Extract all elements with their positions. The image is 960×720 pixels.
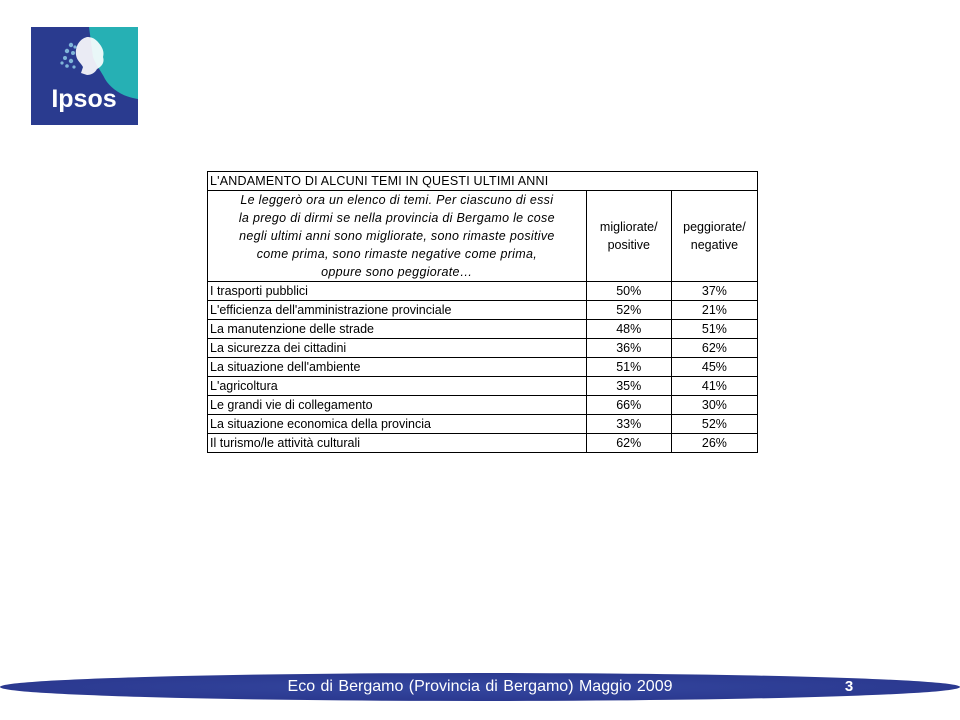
question-line: Le leggerò ora un elenco di temi. Per ciascuno di essi <box>240 193 554 207</box>
row-label: La sicurezza dei cittadini <box>208 339 587 358</box>
table-row <box>208 415 758 434</box>
column-header-line: negative <box>690 238 739 252</box>
table-row <box>208 320 758 339</box>
column-header-worsened <box>671 191 757 282</box>
row-label: La situazione dell'ambiente <box>208 358 587 377</box>
row-label: I trasporti pubblici <box>208 282 587 301</box>
row-label: L'efficienza dell'amministrazione provinciale <box>208 301 587 320</box>
column-header-line: migliorate/ <box>599 220 658 234</box>
column-header-line: peggiorate/ <box>683 220 746 234</box>
worsened-value: 21% <box>671 301 757 320</box>
question-line: oppure sono peggiorate… <box>321 265 473 279</box>
worsened-value: 51% <box>671 320 757 339</box>
ipsos-logo <box>31 27 138 125</box>
page-number: 3 <box>844 678 854 695</box>
improved-value: 62% <box>586 434 671 453</box>
footer-caption: Eco di Bergamo (Provincia di Bergamo) Maggio 2009 <box>287 678 673 695</box>
worsened-value: 26% <box>671 434 757 453</box>
table-row <box>208 339 758 358</box>
worsened-value: 37% <box>671 282 757 301</box>
worsened-value: 30% <box>671 396 757 415</box>
improved-value: 51% <box>586 358 671 377</box>
table-row <box>208 396 758 415</box>
table-title: L'ANDAMENTO DI ALCUNI TEMI IN QUESTI ULTIMI ANNI <box>208 172 758 191</box>
row-label: La manutenzione delle strade <box>208 320 587 339</box>
table-row <box>208 301 758 320</box>
table-header-row <box>208 191 758 282</box>
worsened-value: 62% <box>671 339 757 358</box>
column-header-improved <box>586 191 671 282</box>
question-line: negli ultimi anni sono migliorate, sono rimaste positive <box>239 229 555 243</box>
table-row <box>208 282 758 301</box>
question-line: la prego di dirmi se nella provincia di Bergamo le cose <box>238 211 555 225</box>
column-header-line: positive <box>607 238 650 252</box>
improved-value: 66% <box>586 396 671 415</box>
improved-value: 52% <box>586 301 671 320</box>
row-label: Il turismo/le attività culturali <box>208 434 587 453</box>
table-row <box>208 434 758 453</box>
worsened-value: 45% <box>671 358 757 377</box>
logo-text: Ipsos <box>51 85 117 113</box>
row-label: La situazione economica della provincia <box>208 415 587 434</box>
ipsos-logo-graphic <box>31 27 138 125</box>
improved-value: 48% <box>586 320 671 339</box>
survey-table <box>207 171 758 453</box>
improved-value: 36% <box>586 339 671 358</box>
improved-value: 33% <box>586 415 671 434</box>
table-row <box>208 358 758 377</box>
worsened-value: 41% <box>671 377 757 396</box>
row-label: L'agricoltura <box>208 377 587 396</box>
question-text <box>208 191 587 282</box>
question-line: come prima, sono rimaste negative come prima, <box>256 247 537 261</box>
table-title-row <box>208 172 758 191</box>
worsened-value: 52% <box>671 415 757 434</box>
improved-value: 50% <box>586 282 671 301</box>
improved-value: 35% <box>586 377 671 396</box>
row-label: Le grandi vie di collegamento <box>208 396 587 415</box>
table-row <box>208 377 758 396</box>
